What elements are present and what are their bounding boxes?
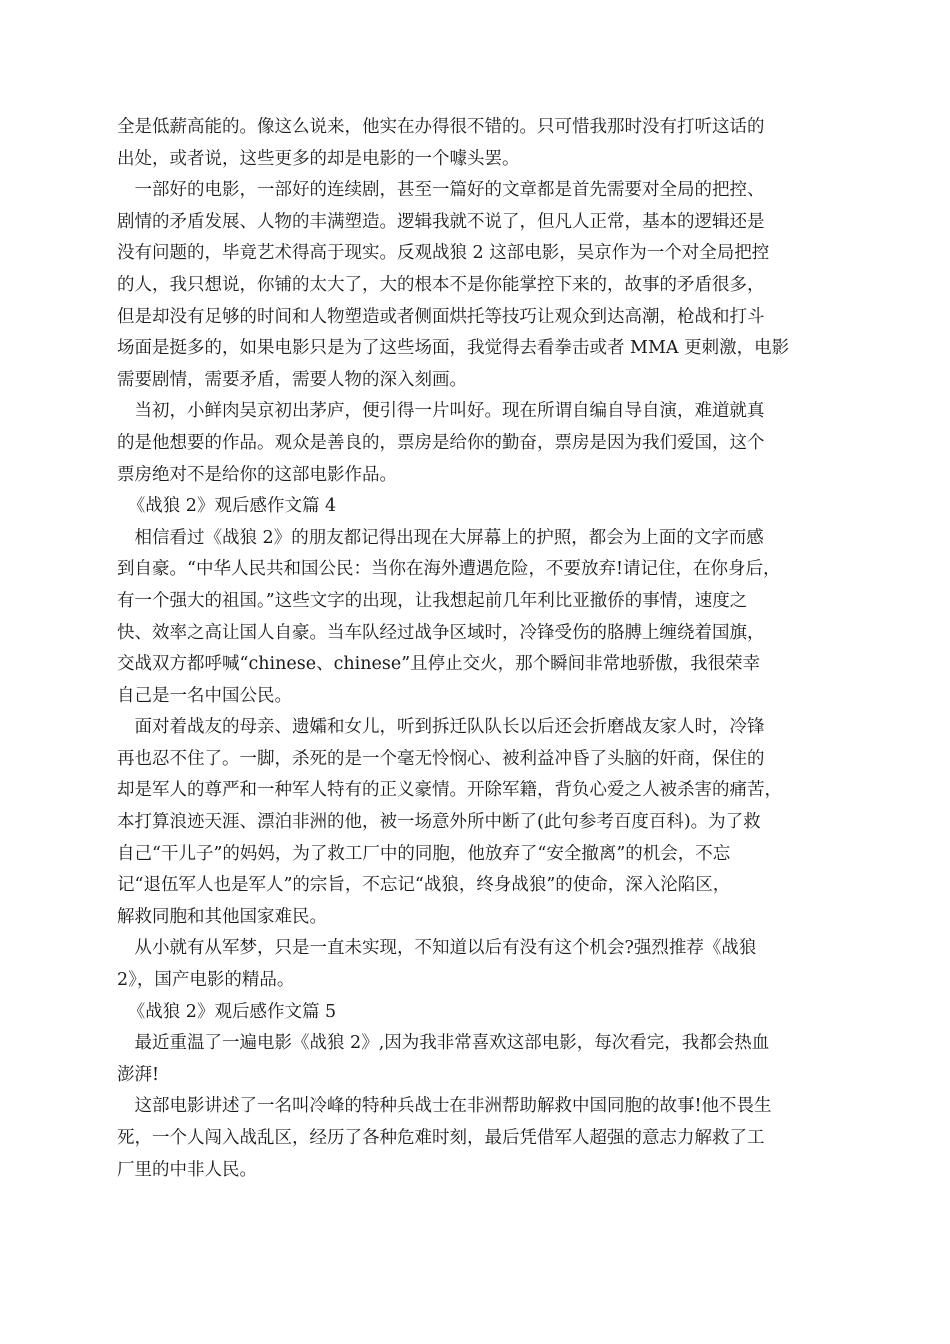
text-line: 面对着战友的母亲、遗孀和女儿，听到拆迁队队长以后还会折磨战友家人时，冷锋 (117, 717, 765, 738)
document-body (117, 112, 847, 1186)
text-line: 最近重温了一遍电影《战狼 2》,因为我非常喜欢这部电影，每次看完，我都会热血 (117, 1033, 770, 1054)
text-line: 解救同胞和其他国家难民。 (117, 906, 327, 927)
text-line: 厂里的中非人民。 (117, 1159, 257, 1180)
text-line: 需要剧情，需要矛盾，需要人物的深入刻画。 (117, 369, 467, 390)
text-line: 本打算浪迹天涯、漂泊非洲的他，被一场意外所中断了(此句参考百度百科)。为了救 (117, 812, 761, 833)
text-line: 剧情的矛盾发展、人物的丰满塑造。逻辑我就不说了，但凡人正常，基本的逻辑还是 (117, 211, 765, 232)
text-line: 自己“干儿子”的妈妈，为了救工厂中的同胞，他放弃了“安全撤离”的机会，不忘 (117, 843, 731, 864)
text-line: 《战狼 2》观后感作文篇 5 (119, 1001, 337, 1022)
text-line: 从小就有从军梦，只是一直未实现，不知道以后有没有这个机会?强烈推荐《战狼 (117, 938, 757, 959)
body-paragraph (117, 523, 847, 713)
text-line: 的人，我只想说，你铺的太大了，大的根本不是你能掌控下来的，故事的矛盾很多， (117, 274, 765, 295)
text-line: 交战双方都呼喊“chinese、chinese”且停止交火，那个瞬间非常地骄傲，我很荣幸 (117, 654, 761, 675)
text-line: 票房绝对不是给你的这部电影作品。 (117, 464, 397, 485)
text-line: 当初，小鲜肉吴京初出茅庐，便引得一片叫好。现在所谓自编自导自演，难道就真 (117, 401, 765, 422)
text-line: 场面是挺多的，如果电影只是为了这些场面，我觉得去看拳击或者 MMA 更刺激，电影 (117, 338, 790, 359)
body-paragraph (117, 1028, 847, 1091)
section-heading (117, 491, 847, 523)
text-line: 出处，或者说，这些更多的却是电影的一个噱头罢。 (117, 148, 520, 169)
body-paragraph (117, 396, 847, 491)
body-paragraph (117, 1091, 847, 1186)
text-line: 到自豪。“中华人民共和国公民：当你在海外遭遇危险，不要放弃!请记住，在你身后， (117, 559, 781, 580)
body-paragraph (117, 112, 847, 175)
text-line: 全是低薪高能的。像这么说来，他实在办得很不错的。只可惜我那时没有打听这话的 (117, 117, 765, 137)
text-line: 再也忍不住了。一脚，杀死的是一个毫无怜悯心、被利益冲昏了头脑的奸商，保住的 (117, 748, 765, 769)
body-paragraph (117, 933, 847, 996)
text-line: 的是他想要的作品。观众是善良的，票房是给你的勤奋，票房是因为我们爱国，这个 (117, 432, 765, 453)
text-line: 澎湃! (117, 1064, 160, 1085)
text-line: 2》，国产电影的精品。 (117, 970, 295, 991)
text-line: 这部电影讲述了一名叫冷峰的特种兵战士在非洲帮助解救中国同胞的故事!他不畏生 (117, 1096, 772, 1117)
text-line: 死，一个人闯入战乱区，经历了各种危难时刻，最后凭借军人超强的意志力解救了工 (117, 1128, 765, 1148)
text-line: 有一个强大的祖国。”这些文字的出现，让我想起前几年利比亚撤侨的事情，速度之 (117, 590, 748, 611)
text-line: 快、效率之高让国人自豪。当车队经过战争区域时，冷锋受伤的胳膊上缠绕着国旗， (117, 622, 765, 643)
text-line: 《战狼 2》观后感作文篇 4 (119, 496, 337, 517)
text-line: 一部好的电影，一部好的连续剧，甚至一篇好的文章都是首先需要对全局的把控、 (117, 180, 765, 201)
text-line: 却是军人的尊严和一种军人特有的正义豪情。开除军籍，背负心爱之人被杀害的痛苦， (117, 780, 782, 801)
text-line: 但是却没有足够的时间和人物塑造或者侧面烘托等技巧让观众到达高潮，枪战和打斗 (117, 306, 765, 327)
text-line: 相信看过《战狼 2》的朋友都记得出现在大屏幕上的护照，都会为上面的文字而感 (117, 527, 764, 548)
text-line: 记“退伍军人也是军人”的宗旨，不忘记“战狼，终身战狼”的使命，深入沦陷区， (117, 875, 731, 896)
section-heading (117, 997, 847, 1029)
text-line: 自己是一名中国公民。 (117, 685, 292, 706)
body-paragraph (117, 175, 847, 396)
text-line: 没有问题的，毕竟艺术得高于现实。反观战狼 2 这部电影，吴京作为一个对全局把控 (117, 243, 770, 264)
body-paragraph (117, 712, 847, 933)
